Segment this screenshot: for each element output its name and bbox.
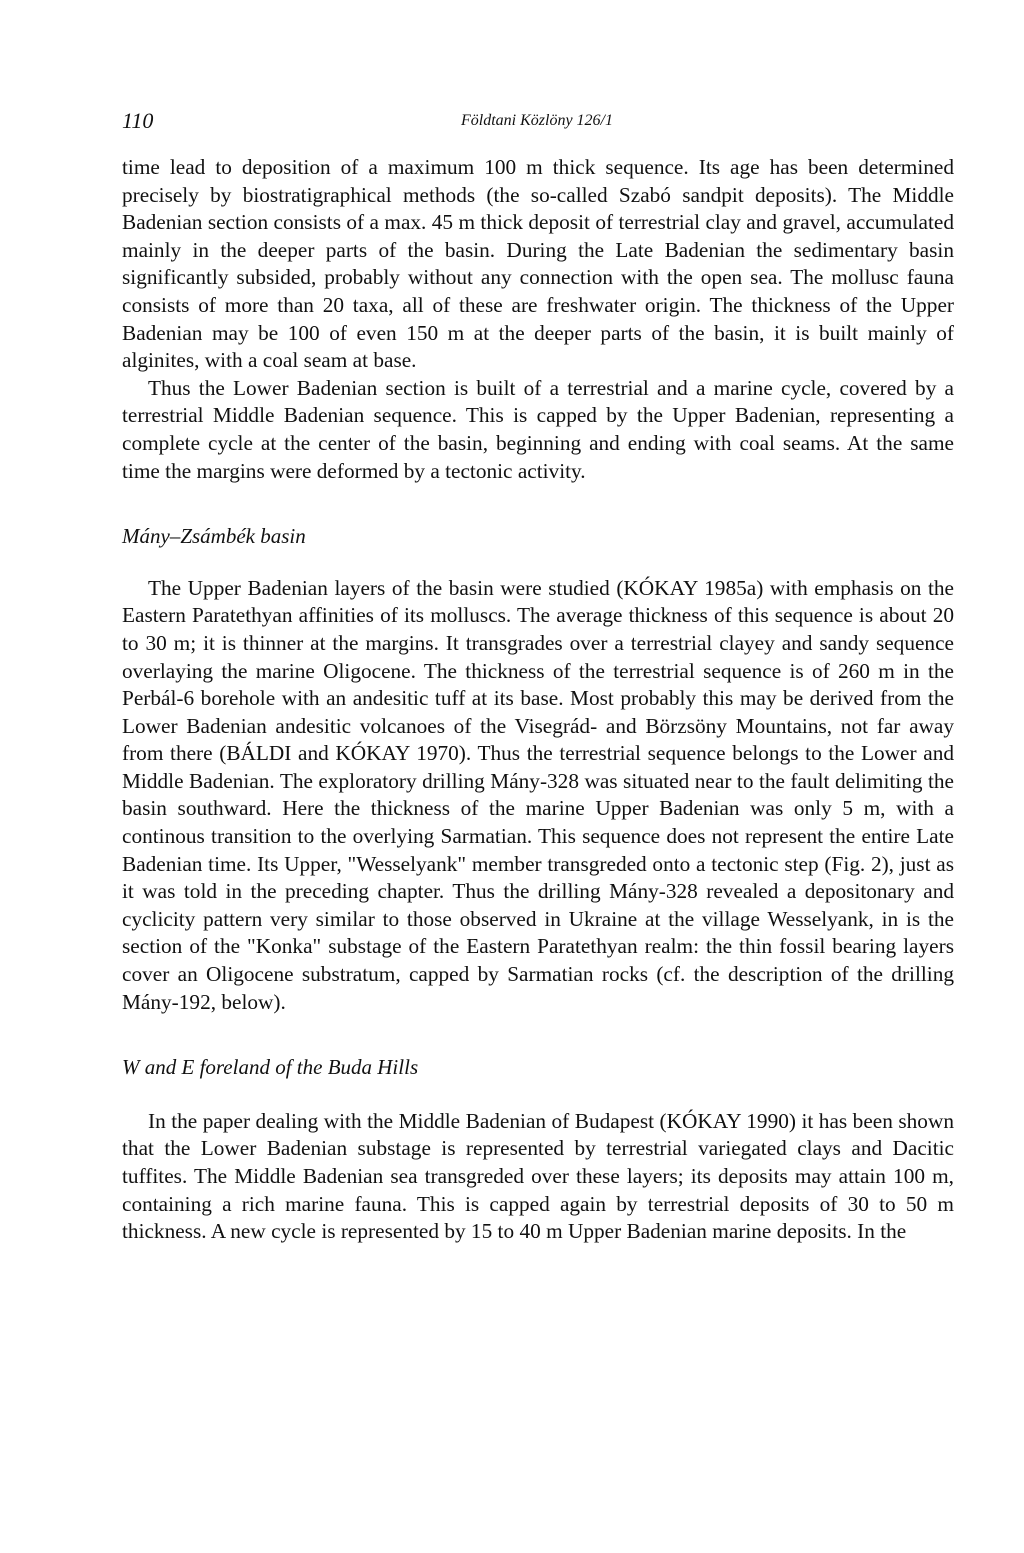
paragraph-2: Thus the Lower Badenian section is built of a terrestrial and a marine cycle, covered by a terrestrial Middle Badenian sequence. This is capped by the Upper Badenian, representing a complete cycle at the center of the basin, beginning and ending with coal seams. At the same time the margins were deformed by a tectonic activity. — [122, 375, 954, 483]
section-title-many-zsambek: Mány–Zsámbék basin — [122, 524, 306, 549]
section-title-buda-hills: W and E foreland of the Buda Hills — [122, 1055, 419, 1080]
page-header — [122, 108, 952, 144]
body-text — [122, 154, 954, 1246]
paragraph-1: time lead to deposition of a maximum 100 m thick sequence. Its age has been determined precisely by biostratigraphical methods (the so-called Szabó sandpit deposits). The Middle Badenian section consists of a max. 45 m thick deposit of terrestrial clay and gravel, accumulated mainly in the deeper parts of the basin. During the Late Badenian the sedimentary basin significantly subsided, probably without any connection with the open sea. The mollusc fauna consists of more than 20 taxa, all of these are freshwater origin. The thickness of the Upper Badenian may be 100 of even 150 m at the deeper parts of the basin, it is built mainly of alginites, with a coal seam at base. — [122, 155, 954, 373]
page-number: 110 — [122, 108, 154, 133]
running-title: Földtani Közlöny 126/1 — [461, 112, 613, 129]
paragraph-3: The Upper Badenian layers of the basin were studied (KÓKAY 1985a) with emphasis on the Eastern Paratethyan affinities of its molluscs. The average thickness of this sequence is about 20 to 30 m; it is thinner at the margins. It transgrades over a terrestrial clayey and sandy sequence overlaying the marine Oligocene. The thickness of the terrestrial sequence is of 260 m in the Perbál-6 borehole with an andesitic tuff at its base. Most probably this may be derived from the Lower Badenian andesitic volcanoes of the Visegrád- and Börzsöny Mountains, not far away from there (BÁLDI and KÓKAY 1970). Thus the terrestrial sequence belongs to the Lower and Middle Badenian. The exploratory drilling Mány-328 was situated near to the fault delimiting the basin southward. Here the thickness of the marine Upper Badenian was only 5 m, with a continous transition to the overlying Sarmatian. This sequence does not represent the entire Late Badenian time. Its Upper, "Wesselyank" member transgreded onto a tectonic step (Fig. 2), just as it was told in the preceding chapter. Thus the drilling Mány-328 revealed a depositonary and cyclicity pattern very similar to those observed in Ukraine at the village Wesselyank, in is the section of the "Konka" substage of the Eastern Paratethyan realm: the thin fossil bearing layers cover an Oligocene substratum, capped by Sarmatian rocks (cf. the description of the drilling Mány-192, below). — [122, 575, 954, 1014]
paragraph-4: In the paper dealing with the Middle Badenian of Budapest (KÓKAY 1990) it has been shown that the Lower Badenian substage is represented by terrestrial variegated clays and Dacitic tuffites. The Middle Badenian sea transgreded over these layers; its deposits may attain 100 m, containing a rich marine fauna. This is capped again by terrestrial deposits of 30 to 50 m thickness. A new cycle is represented by 15 to 40 m Upper Badenian marine deposits. In the — [122, 1108, 954, 1244]
